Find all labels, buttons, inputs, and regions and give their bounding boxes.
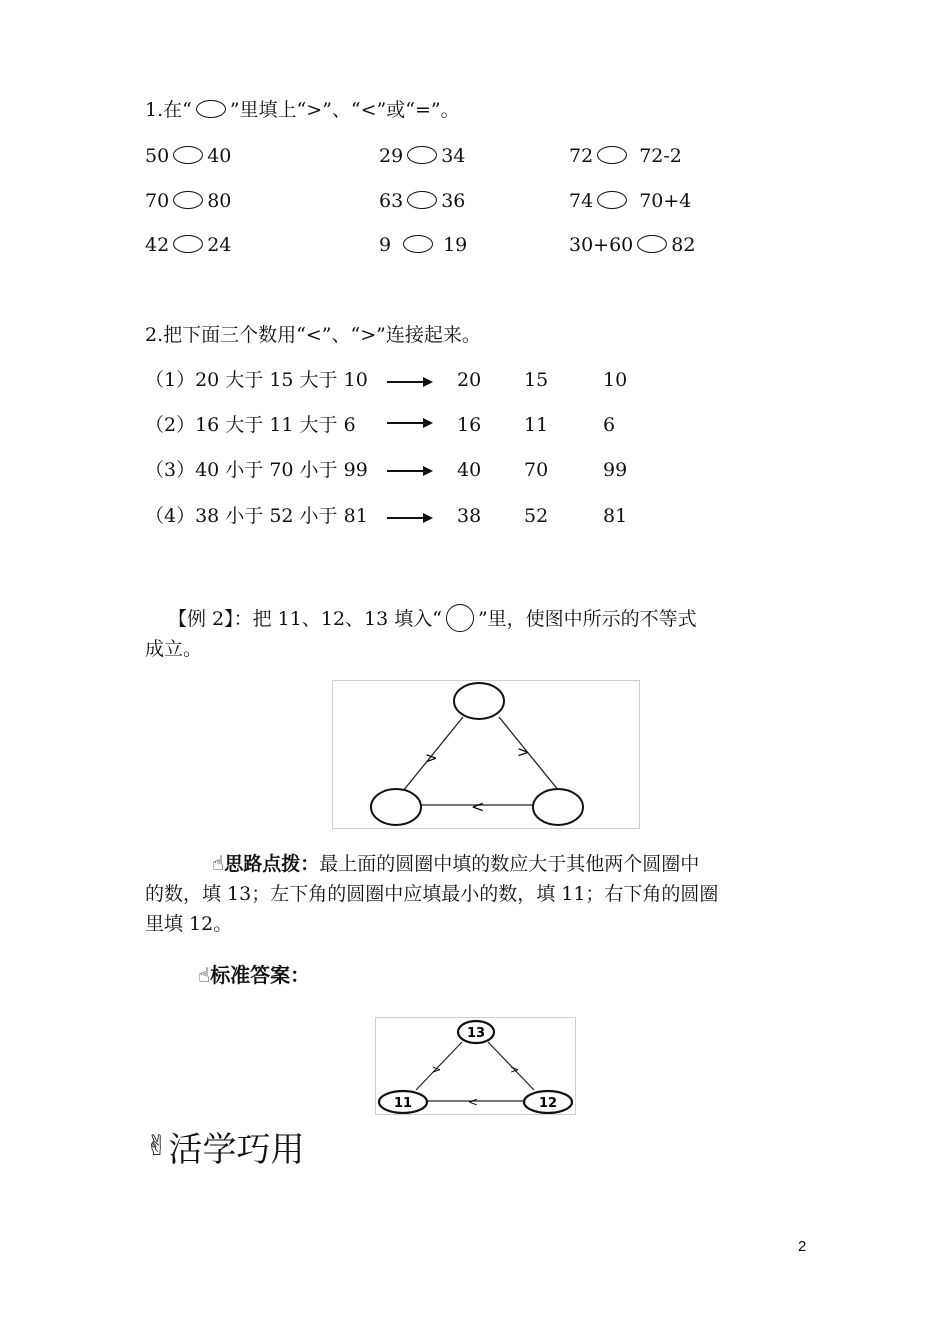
blank-oval-icon[interactable] bbox=[637, 235, 667, 253]
q1-right: 80 bbox=[207, 190, 232, 212]
q2-num: 16 bbox=[457, 414, 482, 436]
blank-oval-icon[interactable] bbox=[173, 146, 203, 164]
q1-right: 24 bbox=[207, 234, 232, 256]
q1-right: 19 bbox=[443, 234, 468, 256]
answer-bottom-relation: < bbox=[468, 1095, 479, 1109]
q1-title bbox=[145, 97, 460, 123]
section-title bbox=[145, 1124, 304, 1172]
answer-diagram-svg bbox=[376, 1018, 575, 1114]
blank-oval-icon[interactable] bbox=[173, 191, 203, 209]
right-answer-value: 12 bbox=[538, 1096, 558, 1111]
right-circle-icon bbox=[533, 789, 583, 825]
q1-item bbox=[145, 188, 231, 214]
q1-left: 42 bbox=[145, 234, 170, 256]
q2-row-label: （2）16 大于 11 大于 6 bbox=[145, 414, 356, 436]
hint-text2: 的数，填 13；左下角的圆圈中应填最小的数，填 11；右下角的圆圈 bbox=[145, 883, 719, 905]
example-triangle-diagram bbox=[332, 680, 640, 829]
q2-num: 11 bbox=[524, 414, 549, 436]
q2-num: 15 bbox=[524, 369, 549, 391]
hint-paragraph bbox=[145, 848, 810, 939]
left-relation: > bbox=[425, 749, 438, 767]
q2-title: 2.把下面三个数用“<”、“>”连接起来。 bbox=[145, 324, 481, 346]
q1-left: 74 bbox=[569, 190, 594, 212]
victory-hand-icon: ✌ bbox=[145, 1129, 169, 1162]
q2-num: 52 bbox=[524, 505, 549, 527]
q2-num: 70 bbox=[524, 459, 549, 481]
q1-item bbox=[145, 143, 231, 169]
pointing-hand-icon: ☝ bbox=[198, 963, 211, 987]
q2-num: 6 bbox=[603, 414, 616, 436]
blank-oval-icon bbox=[196, 100, 226, 118]
q1-item bbox=[569, 143, 682, 169]
q1-title-after: ”里填上“>”、“<”或“=”。 bbox=[229, 99, 460, 121]
q2-num: 81 bbox=[603, 505, 628, 527]
q1-item bbox=[145, 232, 231, 258]
right-relation: > bbox=[517, 743, 530, 761]
page-number: 2 bbox=[798, 1238, 807, 1255]
q1-title-before: 1.在“ bbox=[145, 99, 192, 121]
blank-oval-icon[interactable] bbox=[597, 146, 627, 164]
left-answer-value: 11 bbox=[393, 1096, 413, 1111]
example-line2: 成立。 bbox=[145, 638, 203, 660]
q1-left: 9 bbox=[379, 234, 392, 256]
left-circle-icon bbox=[371, 789, 421, 825]
example-line bbox=[168, 604, 697, 632]
answer-left-relation: > bbox=[432, 1063, 442, 1076]
q1-left: 63 bbox=[379, 190, 404, 212]
answer-line bbox=[198, 962, 310, 988]
blank-oval-icon[interactable] bbox=[407, 146, 437, 164]
q1-left: 29 bbox=[379, 145, 404, 167]
hint-text3: 里填 12。 bbox=[145, 913, 233, 935]
pointing-hand-icon: ☝ bbox=[212, 851, 225, 875]
blank-circle-icon bbox=[446, 604, 474, 632]
q1-item bbox=[379, 188, 465, 214]
answer-triangle-diagram bbox=[375, 1017, 576, 1115]
blank-oval-icon[interactable] bbox=[407, 191, 437, 209]
blank-oval-icon[interactable] bbox=[403, 235, 433, 253]
blank-oval-icon[interactable] bbox=[597, 191, 627, 209]
q1-left: 30+60 bbox=[569, 234, 634, 256]
q1-right: 40 bbox=[207, 145, 232, 167]
q1-item bbox=[569, 232, 695, 258]
top-circle-icon bbox=[454, 683, 504, 719]
arrow-right-icon bbox=[387, 464, 433, 478]
example-text-after: ”里，使图中所示的不等式 bbox=[477, 608, 697, 630]
q1-item bbox=[569, 188, 691, 214]
hint-text1: 最上面的圆圈中填的数应大于其他两个圆圈中 bbox=[319, 853, 700, 875]
arrow-right-icon bbox=[387, 416, 433, 430]
answer-label: 标准答案： bbox=[210, 963, 311, 987]
q1-item bbox=[379, 143, 465, 169]
hint-label: 思路点拨： bbox=[224, 853, 320, 875]
triangle-diagram-svg bbox=[333, 681, 639, 828]
q2-num: 99 bbox=[603, 459, 628, 481]
example-text-before: ：把 11、12、13 填入“ bbox=[233, 608, 442, 630]
q2-num: 40 bbox=[457, 459, 482, 481]
blank-oval-icon[interactable] bbox=[173, 235, 203, 253]
q1-right: 72-2 bbox=[639, 145, 682, 167]
q2-num: 38 bbox=[457, 505, 482, 527]
q2-row-label: （3）40 小于 70 小于 99 bbox=[145, 459, 368, 481]
section-title-text: 活学巧用 bbox=[168, 1130, 305, 1170]
top-answer-value: 13 bbox=[466, 1026, 486, 1041]
bottom-relation: < bbox=[471, 797, 485, 816]
arrow-right-icon bbox=[387, 511, 433, 525]
q2-row-label: （1）20 大于 15 大于 10 bbox=[145, 369, 368, 391]
q1-left: 70 bbox=[145, 190, 170, 212]
q1-right: 34 bbox=[441, 145, 466, 167]
q2-row-label: （4）38 小于 52 小于 81 bbox=[145, 505, 368, 527]
q2-num: 10 bbox=[603, 369, 628, 391]
q2-num: 20 bbox=[457, 369, 482, 391]
arrow-right-icon bbox=[387, 375, 433, 389]
q1-left: 72 bbox=[569, 145, 594, 167]
q1-left: 50 bbox=[145, 145, 170, 167]
q1-right: 82 bbox=[671, 234, 696, 256]
q1-right: 70+4 bbox=[639, 190, 692, 212]
example-tag: 【例 2】 bbox=[168, 608, 234, 630]
answer-right-relation: > bbox=[510, 1063, 520, 1076]
q1-item bbox=[379, 232, 467, 258]
q1-right: 36 bbox=[441, 190, 466, 212]
